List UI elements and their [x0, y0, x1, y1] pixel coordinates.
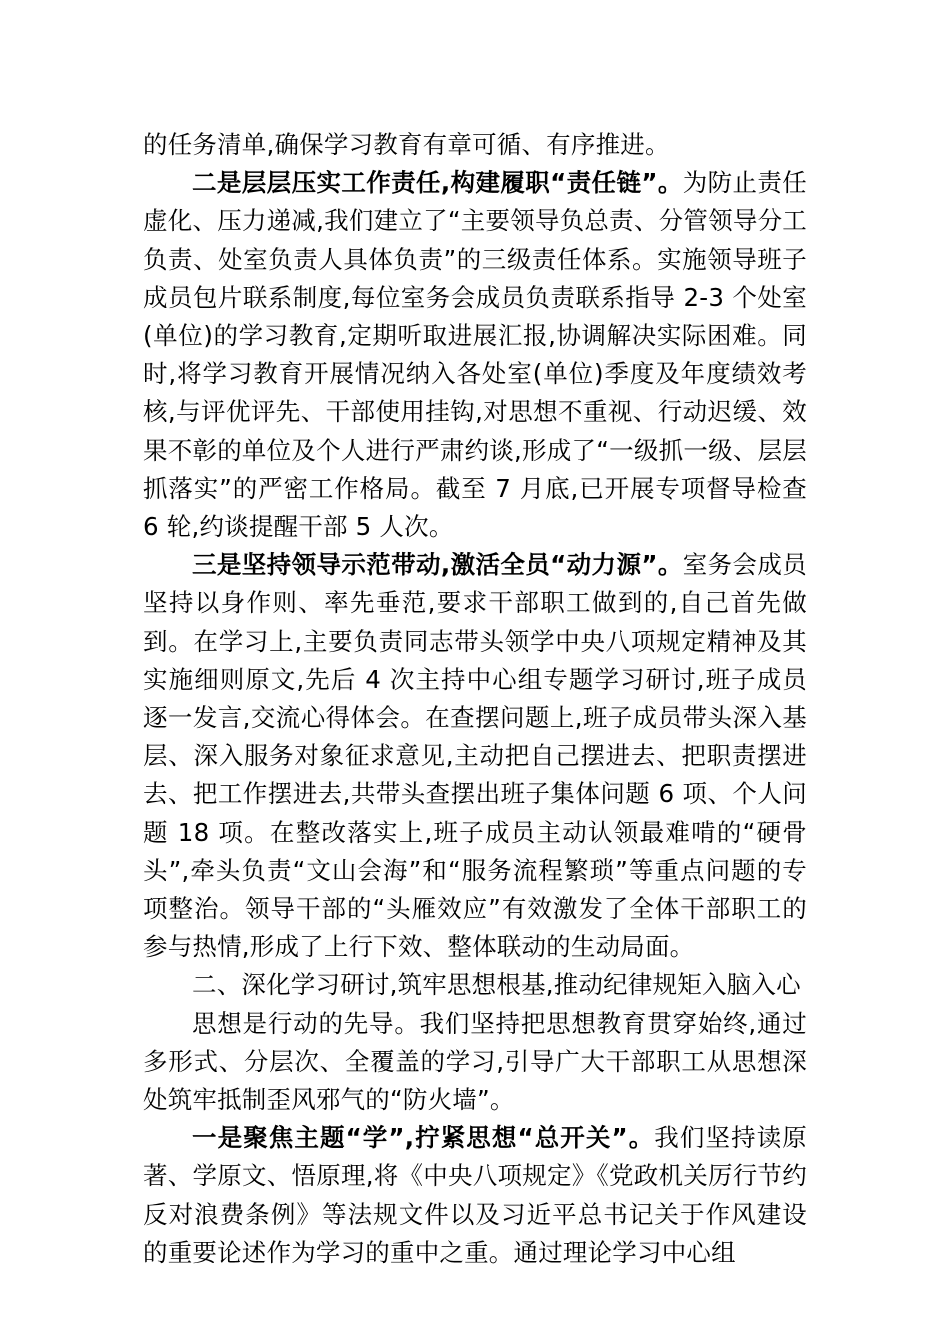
paragraph-text: 室务会成员坚持以身作则、率先垂范,要求干部职工做到的,自己首先做到。在学习上,主要负责同志带头领学中央八项规定精神及其实施细则原文,先后 4 次主持中心组专题学习研讨,班子成员逐一发言,交流心得体会。在查摆问题上,班子成员带头深入基层、深入服务对象征求意见,主动把自己摆进去、把职责摆进去、把工作摆进去,共带头查摆出班子集体问题 6 项、个人问题 18 项。在整改落实上,班子成员主动认领最难啃的“硬骨头”,牵头负责“文山会海”和“服务流程繁琐”等重点问题的专项整治。领导干部的“头雁效应”有效激发了全体干部职工的参与热情,形成了上行下效、整体联动的生动局面。 [143, 550, 807, 962]
section-heading-text: 二、深化学习研讨,筑牢思想根基,推动纪律规矩入脑入心 [192, 970, 801, 1000]
paragraph-lead-heading: 三是坚持领导示范带动,激活全员“动力源”。 [192, 550, 683, 580]
paragraph-leadership-example [143, 546, 807, 966]
paragraph-text: 为防止责任虚化、压力递减,我们建立了“主要领导负总责、分管领导分工负责、处室负责人具体负责”的三级责任体系。实施领导班子成员包片联系制度,每位室务会成员负责联系指导 2-3 个处室(单位)的学习教育,定期听取进展汇报,协调解决实际困难。同时,将学习教育开展情况纳入各处室(单位)季度及年度绩效考核,与评优评先、干部使用挂钩,对思想不重视、行动迟缓、效果不彰的单位及个人进行严肃约谈,形成了“一级抓一级、层层抓落实”的严密工作格局。截至 7 月底,已开展专项督导检查 6 轮,约谈提醒干部 5 人次。 [143, 168, 807, 542]
paragraph-responsibility-chain [143, 164, 807, 546]
paragraph-lead-heading: 二是层层压实工作责任,构建履职“责任链”。 [192, 168, 683, 198]
paragraph-focus-study [143, 1119, 807, 1272]
paragraph-task-list-continuation [143, 126, 807, 164]
paragraph-text: 的任务清单,确保学习教育有章可循、有序推进。 [143, 130, 670, 159]
section-heading-deepen-study [143, 966, 807, 1004]
document-body [143, 126, 807, 1272]
paragraph-lead-heading: 一是聚焦主题“学”,拧紧思想“总开关”。 [192, 1123, 655, 1153]
paragraph-thought-guidance [143, 1005, 807, 1120]
paragraph-text: 思想是行动的先导。我们坚持把思想教育贯穿始终,通过多形式、分层次、全覆盖的学习,引导广大干部职工从思想深处筑牢抵制歪风邪气的“防火墙”。 [143, 1008, 807, 1115]
paragraph-text: 我们坚持读原著、学原文、悟原理,将《中央八项规定》《党政机关厉行节约反对浪费条例》等法规文件以及习近平总书记关于作风建设的重要论述作为学习的重中之重。通过理论学习中心组 [143, 1123, 807, 1267]
